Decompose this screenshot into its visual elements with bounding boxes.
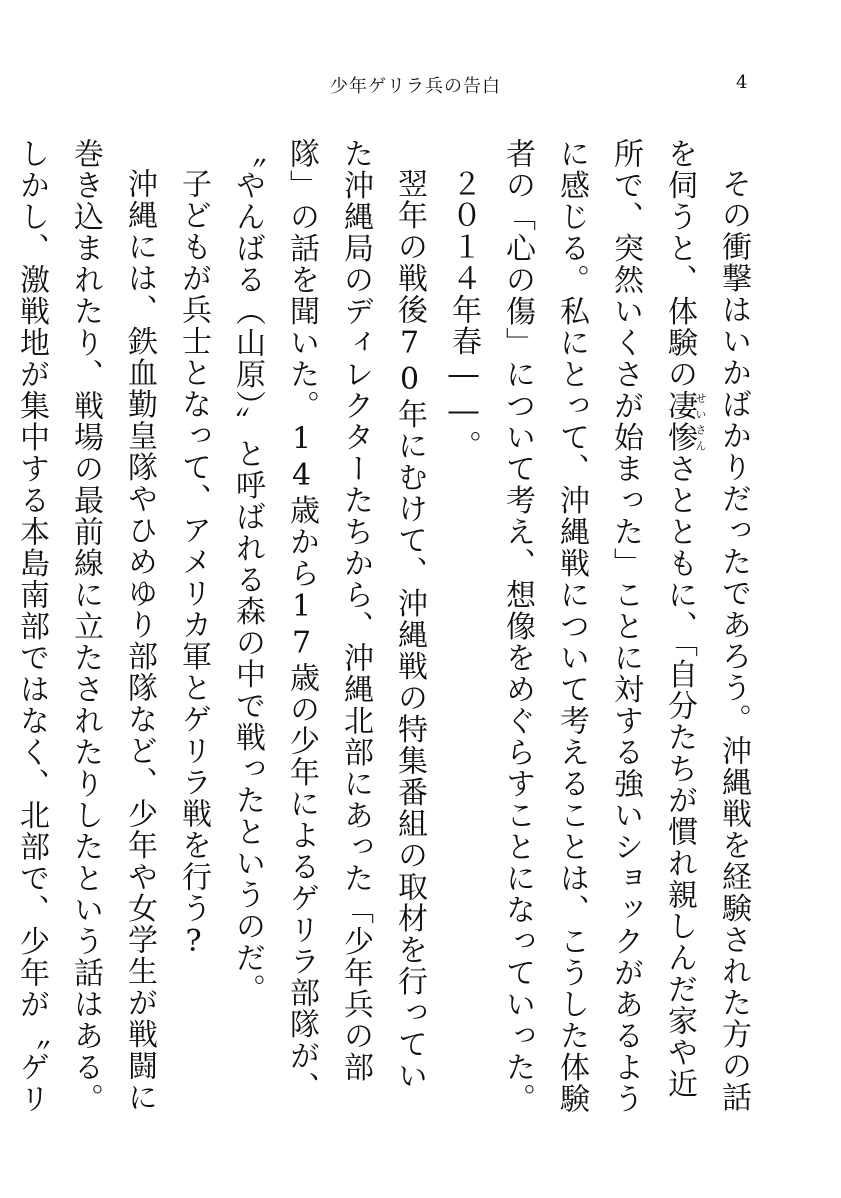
paragraph-5: 沖縄には、鉄血勤皇隊やひめゆり部隊など、少年や女学生が戦闘に巻き込まれたり、戦場の最前線に立たされたりしたという話はある。しかし、激戦地が集中する本島南部ではなく、北部で、少年が〝ゲリ: [14, 138, 157, 1115]
vertical-body-text: [14, 138, 760, 1118]
paragraph-1: [490, 138, 760, 1118]
paragraph-3: 翌年の戦後70年にむけて、沖縄戦の特集番組の取材を行っていた沖縄局のディレクターたちから、沖縄北部にあった「少年兵の部隊」の話を聞いた。14歳から17歳の少年によるゲリラ部隊が、〝やんばる（山原）〟と呼ばれる森の中で戦ったというのだ。: [230, 138, 427, 1103]
paragraph-1-text-b: さとともに、「自分たちが慣れ親しんだ家や近所で、突然いくさが始まった」ことに対する強いショックがあるように感じる。私にとって、沖縄戦について考えることは、こうした体験者の「心の傷」について考え、想像をめぐらすことになっていった。: [500, 138, 697, 1115]
ruby-annotation: [662, 390, 707, 453]
page-number: 4: [736, 72, 748, 93]
ruby-base-text: 凄惨: [662, 390, 697, 453]
ruby-reading-text: せいさん: [694, 390, 707, 453]
paragraph-4: 子どもが兵士となって、アメリカ軍とゲリラ戦を行う?: [176, 168, 211, 961]
paragraph-1-text-a: その衝撃はいかばかりだったであろう。沖縄戦を経験された方の話を伺うと、体験の: [662, 138, 751, 1113]
running-header-title: 少年ゲリラ兵の告白: [330, 76, 501, 97]
paragraph-2: ２０１４年春――。: [446, 168, 481, 462]
